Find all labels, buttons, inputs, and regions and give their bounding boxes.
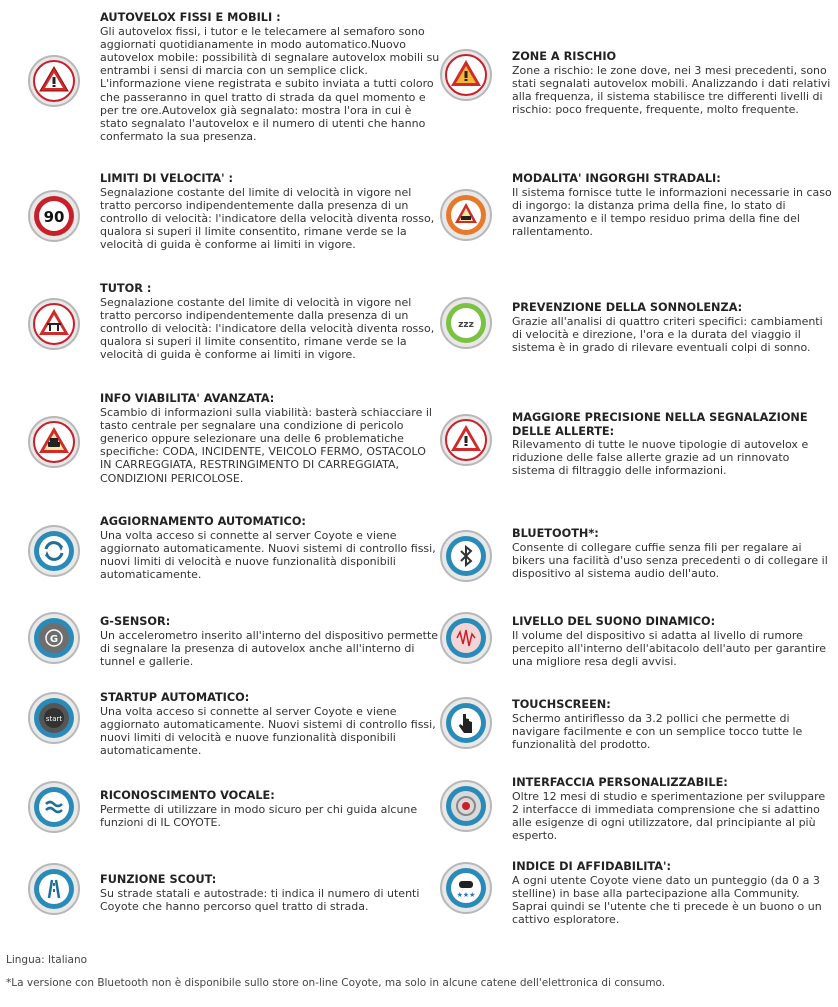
feature-title: TUTOR : (100, 282, 152, 295)
feature-title: BLUETOOTH*: (512, 527, 599, 540)
feature-description: Un accelerometro inserito all'interno del dispositivo permette di segnalare la presenza di autovelox anche all'interno di tunnel e gallerie. (100, 628, 439, 668)
scout-icon (27, 862, 81, 916)
drowsiness-icon (439, 296, 493, 350)
tutor-warning-icon (27, 297, 81, 351)
risk-zone-icon (439, 48, 493, 102)
bluetooth-footnote: *La versione con Bluetooth non è disponibile sullo store on-line Coyote, ma solo in alcune catene dell'elettronica di consumo. (6, 977, 666, 989)
feature-description: A ogni utente Coyote viene dato un punteggio (da 0 a 3 stelline) in base alla partecipazione alla Community. Saprai quindi se l'utente che ti precede è un buono o un cattivo esploratore. (512, 873, 822, 927)
feature-description: Oltre 12 mesi di studio e sperimentazione per sviluppare 2 interfacce di immediata comprensione che si adattino alle esigenze di ogni utilizzatore, dal principiante al più esperto. (512, 789, 826, 843)
feature-title: INFO VIABILITA' AVANZATA: (100, 392, 275, 405)
feature-title: RICONOSCIMENTO VOCALE: (100, 789, 275, 802)
feature-title: TOUCHSCREEN: (512, 698, 611, 711)
feature-description: Su strade statali e autostrade: ti indica il numero di utenti Coyote che hanno percorso quel tratto di strada. (100, 886, 420, 913)
feature-description: Gli autovelox fissi, i tutor e le telecamere al semaforo sono aggiornati quotidianamente in modo automatico.Nuovo autovelox mobile: possibilità di segnalare autovelox mobili su entrambi i sensi di marcia con un semplice click. L'informazione viene registrata e subito inviata a tutti coloro che passeranno in quel tratto di strada da quel momento e per tre ore.Autovelox già segnalato: mostra l'ora in cui è stato segnalato l'autovelox e il numero di utenti che hanno confermato la sua presenza. (100, 24, 440, 144)
feature-title: LIMITI DI VELOCITA' : (100, 172, 234, 185)
feature-description: Grazie all'analisi di quattro criteri specifici: cambiamenti di velocità e direzione, l'ora e la durata del viaggio il sistema è in grado di rilevare eventuali colpi di sonno. (512, 314, 823, 354)
drowsiness-label: zzz (458, 320, 474, 330)
precision-alert-icon (439, 413, 493, 467)
feature-description: Rilevamento di tutte le nuove tipologie di autovelox e riduzione delle false allerte grazie ad un rinnovato sistema di filtraggio delle informazioni. (512, 438, 809, 478)
feature-description: Una volta acceso si connette al server Coyote e viene aggiornato automaticamente. Nuovi sistemi di controllo fissi, nuovi limiti di velocità e nuove funzionalità disponibili automaticamente. (100, 704, 436, 758)
feature-description: Il sistema fornisce tutte le informazioni necessarie in caso di ingorgo: la distanza prima della fine, lo stato di avanzamento e il tempo residuo prima della fine del rallentamento. (512, 185, 832, 239)
feature-title: FUNZIONE SCOUT: (100, 873, 217, 886)
feature-title: MODALITA' INGORGHI STRADALI: (512, 172, 721, 185)
speed-limit-value: 90 (43, 208, 65, 226)
feature-description: Segnalazione costante del limite di velocità in vigore nel tratto percorso indipendentemente dalla presenza di un controllo di velocità: l'indicatore della velocità diventa rosso, qualora si superi il limite consentito, rimane verde se la velocità di guida è conforme ai limiti in vigore. (100, 185, 435, 252)
feature-title: AUTOVELOX FISSI E MOBILI : (100, 11, 281, 24)
feature-title: INDICE DI AFFIDABILITA': (512, 860, 671, 873)
feature-title: LIVELLO DEL SUONO DINAMICO: (512, 615, 716, 628)
reliability-stars: ★★★ (456, 891, 476, 899)
dynamic-sound-icon (439, 611, 493, 665)
traffic-jam-icon (439, 188, 493, 242)
speed-limit-icon (27, 189, 81, 243)
g-sensor-icon (27, 611, 81, 665)
traffic-warning-icon (27, 415, 81, 469)
startup-label: start (45, 715, 63, 723)
feature-title: AGGIORNAMENTO AUTOMATICO: (100, 515, 306, 528)
g-sensor-letter: G (49, 634, 59, 645)
voice-recognition-icon (27, 780, 81, 834)
feature-title: G-SENSOR: (100, 615, 171, 628)
feature-description: Una volta acceso si connette al server Coyote e viene aggiornato automaticamente. Nuovi sistemi di controllo fissi, nuovi limiti di velocità e nuove funzionalità disponibili automaticamente. (100, 528, 436, 582)
bluetooth-icon (439, 529, 493, 583)
startup-icon (27, 691, 81, 745)
speed-camera-warning-icon (27, 54, 81, 108)
feature-description: Schermo antiriflesso da 3.2 pollici che permette di navigare facilmente e con un semplice tocco tutte le funzionalità del prodotto. (512, 711, 803, 751)
feature-description: Zone a rischio: le zone dove, nei 3 mesi precedenti, sono stati segnalati autovelox mobili. Analizzando i dati relativi alla frequenza, il sistema stabilisce tre differenti livelli di rischio: poco frequente, frequente, molto frequente. (512, 63, 831, 117)
feature-title: PREVENZIONE DELLA SONNOLENZA: (512, 301, 743, 314)
feature-title: ZONE A RISCHIO (512, 50, 617, 63)
language-label: Lingua: Italiano (6, 954, 88, 966)
feature-description: Consente di collegare cuffie senza fili per regalare ai bikers una facilità d'uso senza precedenti o di collegare il dispositivo al sistema audio dell'auto. (512, 540, 828, 580)
touchscreen-icon (439, 696, 493, 750)
feature-description: Scambio di informazioni sulla viabilità: basterà schiacciare il tasto centrale per segnalare una condizione di pericolo generico oppure selezionare una delle 6 problematiche specifiche: CODA, INCIDENTE, VEICOLO FERMO, OSTACOLO IN CARREGGIATA, RESTRINGIMENTO DI CARREGGIATA, CONDIZIONI PERICOLOSE. (100, 405, 432, 485)
feature-title: MAGGIORE PRECISIONE NELLA SEGNALAZIONE DELLE ALLERTE: (512, 411, 808, 438)
reliability-index-icon (439, 861, 493, 915)
feature-description: Segnalazione costante del limite di velocità in vigore nel tratto percorso indipendentemente dalla presenza di un controllo di velocità: l'indicatore della velocità diventa rosso, qualora si superi il limite consentito, rimane verde se la velocità di guida è conforme ai limiti in vigore. (100, 295, 435, 362)
auto-update-icon (27, 524, 81, 578)
feature-title: STARTUP AUTOMATICO: (100, 691, 250, 704)
feature-description: Permette di utilizzare in modo sicuro per chi guida alcune funzioni di IL COYOTE. (100, 802, 418, 829)
feature-description: Il volume del dispositivo si adatta al livello di rumore percepito all'interno dell'abitacolo dell'auto per garantire una migliore resa degli avvisi. (512, 628, 826, 668)
customizable-interface-icon (439, 779, 493, 833)
feature-title: INTERFACCIA PERSONALIZZABILE: (512, 776, 728, 789)
